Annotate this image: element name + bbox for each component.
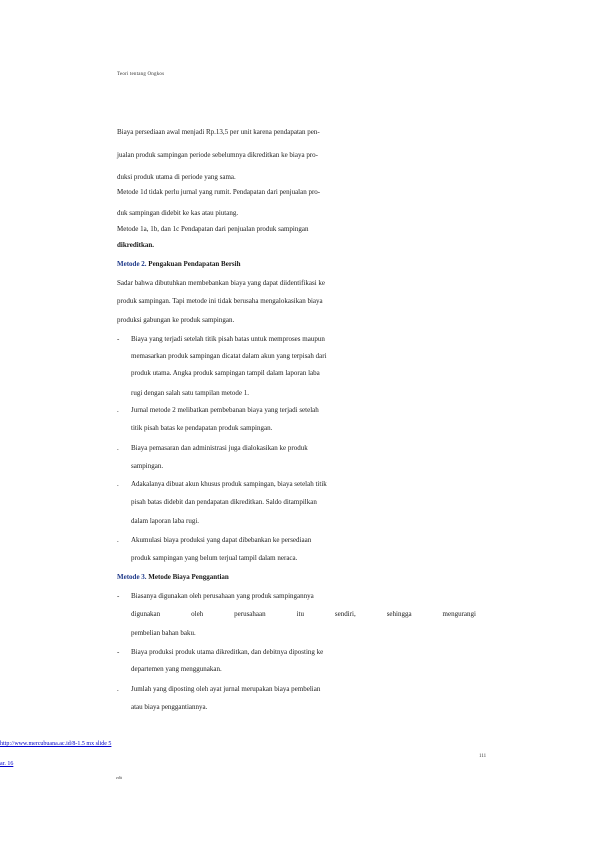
m2-b4-line-3: dalam laporan laba rugi.	[131, 517, 200, 525]
m2-b2-line-2: titik pisah batas ke pendapatan produk sampingan.	[131, 424, 273, 432]
justified-word: oleh	[191, 610, 204, 618]
m3-b2-line-2: departemen yang menggunakan.	[131, 665, 222, 673]
method3-label: Metode 3.	[117, 573, 147, 581]
bullet-marker: .	[117, 536, 119, 544]
m2-b1-line-4: rugi dengan salah satu tampilan metode 1.	[131, 389, 249, 397]
para1-line-5: duk sampingan didebit ke kas atau piutang.	[117, 209, 239, 217]
justified-word: sehingga	[386, 610, 412, 618]
bullet-marker: .	[117, 406, 119, 414]
m3-b2-line-1: Biaya produksi produk utama dikreditkan, dan debitnya diposting ke	[131, 648, 324, 656]
m2-b5-line-1: Akumulasi biaya produksi yang dapat dibebankan ke persediaan	[131, 536, 312, 544]
bullet-marker: .	[117, 685, 119, 693]
m2-b2-line-1: Jurnal metode 2 melibatkan pembebanan biaya yang terjadi setelah	[131, 406, 319, 414]
para1-line-7: dikreditkan.	[117, 241, 155, 249]
bullet-marker: .	[117, 444, 119, 452]
m2-b1-line-3: produk utama. Angka produk sampingan tampil dalam laporan laba	[131, 369, 320, 377]
footer-link-1[interactable]: http://www.mercubuana.ac.id/8-1.5 mx slide 5	[0, 741, 112, 747]
bullet-marker: -	[117, 648, 120, 656]
justified-word: mengurangi	[442, 610, 476, 618]
method2-intro-line-2: produk sampingan. Tapi metode ini tidak berusaha mengalokasikan biaya	[117, 297, 323, 305]
method2-intro-line-3: produksi gabungan ke produk sampingan.	[117, 316, 235, 324]
para1-line-3: duksi produk utama di periode yang sama.	[117, 173, 236, 181]
bullet-marker: -	[117, 592, 120, 600]
method3-heading	[117, 573, 229, 582]
m2-b1-line-2: memasarkan produk sampingan dicatat dalam akun yang terpisah dari	[131, 352, 327, 360]
method3-title: Metode Biaya Penggantian	[148, 573, 229, 581]
m2-b4-line-2: pisah batas didebit dan pendapatan dikreditkan. Saldo ditampilkan	[131, 498, 317, 506]
m2-b3-line-2: sampingan.	[131, 462, 164, 470]
justified-word: perusahaan	[234, 610, 266, 618]
para1-line-1: Biaya persediaan awal menjadi Rp.13,5 per unit karena pendapatan pen-	[117, 128, 320, 136]
para1-line-2: jualan produk sampingan periode sebelumnya dikreditkan ke biaya pro-	[117, 151, 318, 159]
method2-heading	[117, 260, 240, 269]
running-header: Teori tentang Ongkos	[117, 72, 165, 77]
m3-b3-line-1: Jumlah yang diposting oleh ayat jurnal merupakan biaya pembelian	[131, 685, 321, 693]
method2-title: Pengakuan Pendapatan Bersih	[148, 260, 241, 268]
m3-b1-line-3: pembelian bahan baku.	[131, 629, 196, 637]
method2-label: Metode 2.	[117, 260, 147, 268]
m3-b3-line-2: atau biaya penggantiannya.	[131, 703, 208, 711]
para1-line-6: Metode 1a, 1b, dan 1c Pendapatan dari penjualan produk sampingan	[117, 225, 309, 233]
method2-intro-line-1: Sadar bahwa dibutuhkan membebankan biaya yang dapat diidentifikasi ke	[117, 279, 325, 287]
bullet-marker: -	[117, 335, 120, 343]
footer-small-text: edit	[116, 775, 122, 780]
bullet-marker: .	[117, 480, 119, 488]
m2-b5-line-2: produk sampingan yang belum terjual tampil dalam neraca.	[131, 554, 298, 562]
para1-line-4: Metode 1d tidak perlu jurnal yang rumit. Pendapatan dari penjualan pro-	[117, 188, 321, 196]
justified-word: sendiri,	[334, 610, 356, 618]
m3-b1-line-1: Biasanya digunakan oleh perusahaan yang produk sampingannya	[131, 592, 314, 600]
justified-word: itu	[296, 610, 304, 618]
m2-b3-line-1: Biaya pemasaran dan administrasi juga dialokasikan ke produk	[131, 444, 308, 452]
footer-link-2[interactable]: ar. 16	[0, 761, 14, 767]
m3-b1-line-2	[131, 610, 476, 619]
justified-word: digunakan	[131, 610, 161, 618]
m2-b1-line-1: Biaya yang terjadi setelah titik pisah batas untuk memproses maupun	[131, 335, 325, 343]
page-number: 111	[479, 754, 487, 759]
m2-b4-line-1: Adakalanya dibuat akun khusus produk sampingan, biaya setelah titik	[131, 480, 327, 488]
